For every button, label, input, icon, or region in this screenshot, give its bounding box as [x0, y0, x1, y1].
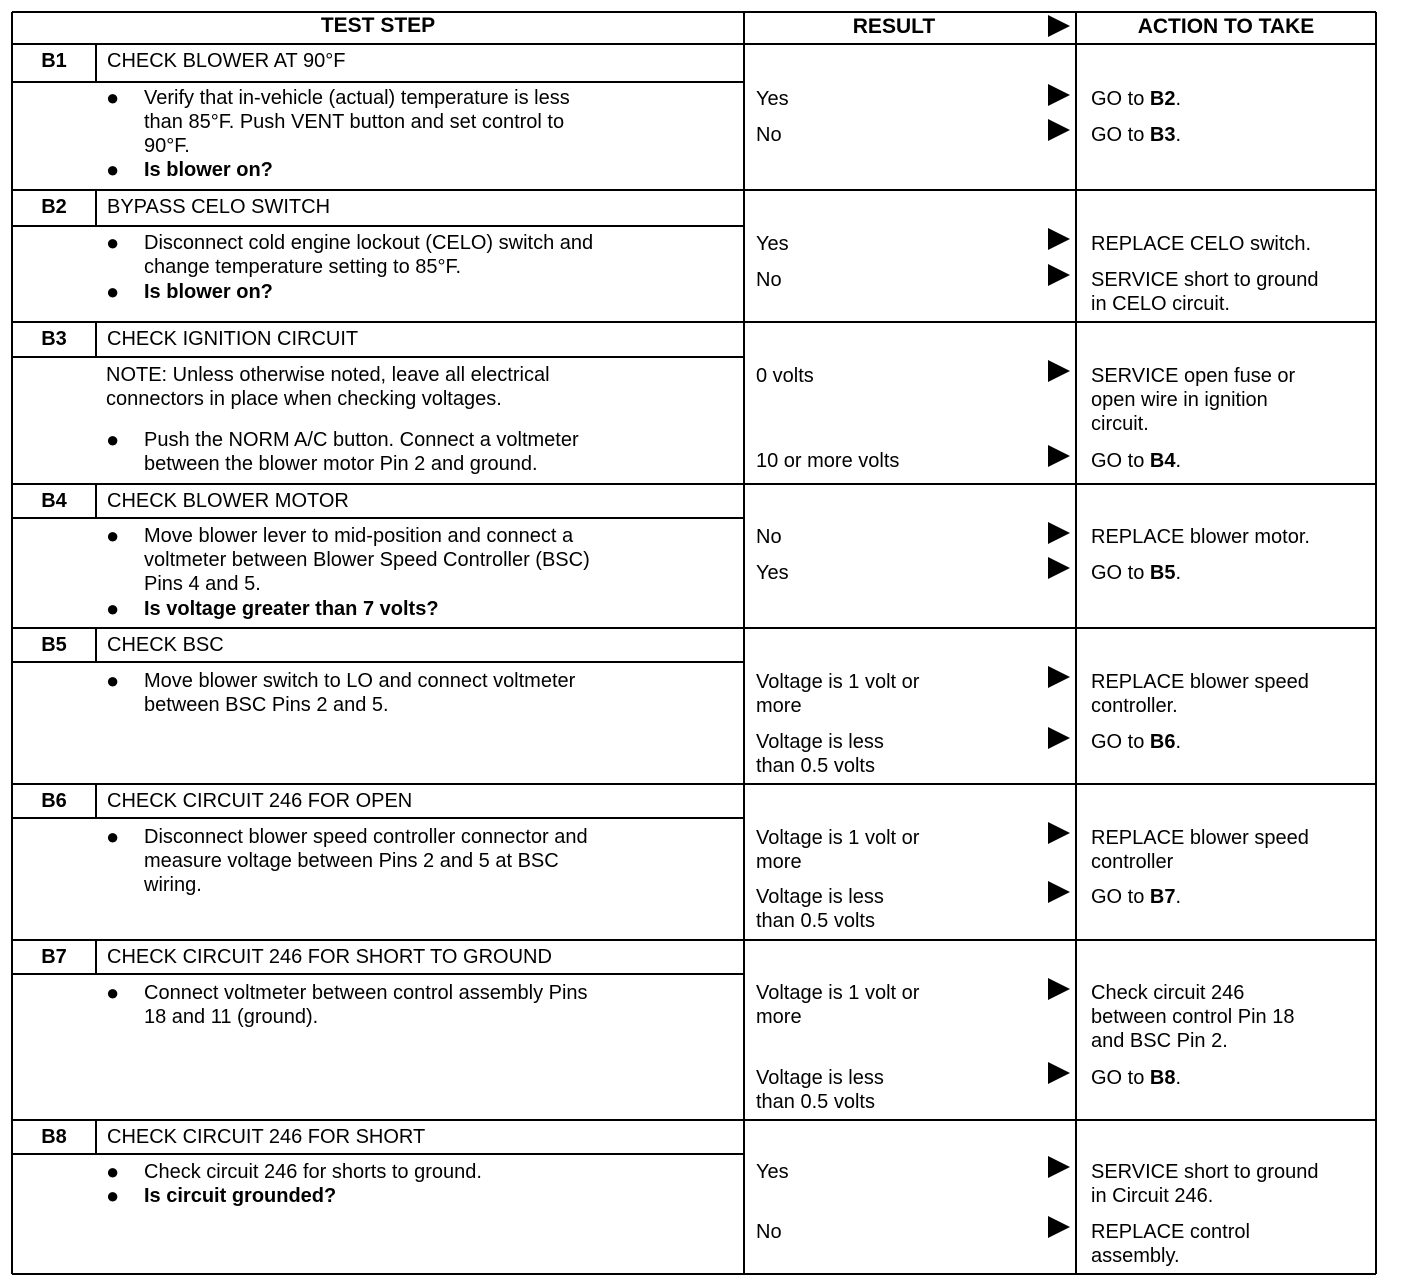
result-text: No	[756, 526, 782, 548]
bullet-icon: ●	[106, 85, 120, 110]
table-right-border	[1375, 12, 1377, 1274]
title-separator	[12, 817, 744, 819]
action-text: GO to B3.	[1091, 124, 1182, 146]
result-text: Yes	[756, 562, 789, 584]
action-text: REPLACE CELO switch.	[1091, 233, 1312, 255]
row-separator	[12, 1119, 1376, 1121]
arrow-right-icon	[1048, 119, 1070, 141]
step-reference: B3	[1149, 124, 1176, 146]
title-separator	[12, 225, 744, 227]
bullet-icon: ●	[106, 824, 120, 849]
step-id: B3	[41, 328, 67, 350]
result-text: than 0.5 volts	[756, 755, 875, 777]
action-text: GO to B2.	[1091, 88, 1182, 110]
step-title: BYPASS CELO SWITCH	[107, 196, 331, 218]
step-id: B5	[41, 634, 67, 656]
result-text: more	[756, 695, 802, 717]
action-text: controller	[1091, 851, 1174, 873]
step-id: B4	[41, 490, 67, 512]
result-text: Voltage is 1 volt or	[756, 671, 920, 693]
result-text: than 0.5 volts	[756, 1091, 875, 1113]
arrow-right-icon	[1048, 727, 1070, 749]
step-reference: B2	[1149, 88, 1176, 110]
result-text: Voltage is less	[756, 1067, 884, 1089]
arrow-right-icon	[1048, 557, 1070, 579]
step-id: B2	[41, 196, 67, 218]
action-text: GO to B5.	[1091, 562, 1182, 584]
header-bottom-border	[12, 43, 1376, 45]
result-text: Voltage is less	[756, 886, 884, 908]
action-text: SERVICE short to ground	[1091, 1161, 1319, 1183]
step-id: B1	[41, 50, 67, 72]
arrow-right-icon	[1048, 522, 1070, 544]
step-instruction: wiring.	[144, 874, 202, 896]
row-separator	[12, 627, 1376, 629]
step-instruction: Pins 4 and 5.	[144, 573, 261, 595]
result-text: more	[756, 1006, 802, 1028]
result-text: Voltage is 1 volt or	[756, 827, 920, 849]
bullet-icon: ●	[106, 980, 120, 1005]
step-instruction: Disconnect blower speed controller connector and	[144, 826, 588, 848]
step-title: CHECK CIRCUIT 246 FOR SHORT	[107, 1126, 426, 1148]
result-text: Voltage is 1 volt or	[756, 982, 920, 1004]
bullet-icon: ●	[106, 596, 120, 621]
bullet-icon: ●	[106, 523, 120, 548]
step-instruction: change temperature setting to 85°F.	[144, 256, 462, 278]
step-instruction: Disconnect cold engine lockout (CELO) switch and	[144, 232, 594, 254]
title-separator	[12, 1153, 744, 1155]
step-instruction: voltmeter between Blower Speed Controller (BSC)	[144, 549, 590, 571]
action-text: between control Pin 18	[1091, 1006, 1295, 1028]
bullet-icon: ●	[106, 279, 120, 304]
result-text: than 0.5 volts	[756, 910, 875, 932]
row-separator	[12, 321, 1376, 323]
action-text: controller.	[1091, 695, 1178, 717]
action-text: in CELO circuit.	[1091, 293, 1230, 315]
step-title: CHECK BLOWER AT 90°F	[107, 50, 346, 72]
step-instruction: Push the NORM A/C button. Connect a voltmeter	[144, 429, 579, 451]
result-text: Yes	[756, 1161, 789, 1183]
result-text: No	[756, 1221, 782, 1243]
arrow-right-icon	[1048, 84, 1070, 106]
action-text: circuit.	[1091, 413, 1149, 435]
bullet-icon: ●	[106, 1159, 120, 1184]
row-separator	[12, 783, 1376, 785]
step-instruction: than 85°F. Push VENT button and set control to	[144, 111, 565, 133]
step-instruction: Move blower switch to LO and connect voltmeter	[144, 670, 576, 692]
bullet-icon: ●	[106, 157, 120, 182]
step-title: CHECK CIRCUIT 246 FOR OPEN	[107, 790, 413, 812]
step-instruction: between the blower motor Pin 2 and ground.	[144, 453, 538, 475]
result-text: Yes	[756, 233, 789, 255]
arrow-right-icon	[1048, 822, 1070, 844]
bullet-icon: ●	[106, 668, 120, 693]
header-test-step: TEST STEP	[320, 14, 436, 37]
arrow-right-icon	[1048, 881, 1070, 903]
action-text: GO to B4.	[1091, 450, 1182, 472]
bullet-icon: ●	[106, 230, 120, 255]
step-title: CHECK BSC	[107, 634, 224, 656]
action-text: SERVICE open fuse or	[1091, 365, 1296, 387]
step-instruction: Is voltage greater than 7 volts?	[144, 598, 439, 620]
action-text: REPLACE blower speed	[1091, 671, 1309, 693]
result-text: Yes	[756, 88, 789, 110]
step-instruction: Is blower on?	[144, 281, 273, 303]
step-reference: B6	[1149, 731, 1176, 753]
step-title: CHECK BLOWER MOTOR	[107, 490, 349, 512]
step-instruction: Connect voltmeter between control assembly Pins	[144, 982, 588, 1004]
action-text: REPLACE blower motor.	[1091, 526, 1310, 548]
step-id: B7	[41, 946, 67, 968]
title-separator	[12, 973, 744, 975]
title-separator	[12, 517, 744, 519]
step-reference: B7	[1149, 886, 1176, 908]
arrow-right-icon	[1048, 264, 1070, 286]
title-separator	[12, 356, 744, 358]
arrow-right-icon	[1048, 666, 1070, 688]
action-text: REPLACE blower speed	[1091, 827, 1309, 849]
result-text: 0 volts	[756, 365, 814, 387]
step-instruction: Move blower lever to mid-position and connect a	[144, 525, 574, 547]
action-text: assembly.	[1091, 1245, 1180, 1267]
bullet-icon: ●	[106, 1183, 120, 1208]
note-text: connectors in place when checking voltages.	[106, 388, 502, 410]
note-text: NOTE: Unless otherwise noted, leave all electrical	[106, 364, 550, 386]
step-title: CHECK CIRCUIT 246 FOR SHORT TO GROUND	[107, 946, 552, 968]
action-text: Check circuit 246	[1091, 982, 1245, 1004]
table-top-border	[12, 11, 1376, 13]
arrow-right-icon	[1048, 1216, 1070, 1238]
row-separator	[12, 189, 1376, 191]
action-text: REPLACE control	[1091, 1221, 1250, 1243]
step-instruction: Is blower on?	[144, 159, 273, 181]
arrow-right-icon	[1048, 445, 1070, 467]
title-separator	[12, 81, 744, 83]
row-separator	[12, 483, 1376, 485]
result-text: No	[756, 269, 782, 291]
step-id: B8	[41, 1126, 67, 1148]
title-separator	[12, 661, 744, 663]
step-instruction: Is circuit grounded?	[144, 1185, 337, 1207]
arrow-right-icon	[1048, 978, 1070, 1000]
header-arrow-icon	[1048, 15, 1070, 37]
header-action-to-take: ACTION TO TAKE	[1137, 15, 1315, 38]
action-text: GO to B8.	[1091, 1067, 1182, 1089]
arrow-right-icon	[1048, 360, 1070, 382]
result-text: Voltage is less	[756, 731, 884, 753]
action-text: in Circuit 246.	[1091, 1185, 1214, 1207]
action-text: and BSC Pin 2.	[1091, 1030, 1228, 1052]
step-reference: B4	[1149, 450, 1176, 472]
action-text: open wire in ignition	[1091, 389, 1268, 411]
arrow-right-icon	[1048, 1062, 1070, 1084]
step-reference: B5	[1149, 562, 1176, 584]
step-instruction: 90°F.	[144, 135, 190, 157]
step-instruction: 18 and 11 (ground).	[144, 1006, 319, 1028]
action-text: SERVICE short to ground	[1091, 269, 1319, 291]
column-divider-result	[743, 12, 745, 1274]
step-instruction: measure voltage between Pins 2 and 5 at BSC	[144, 850, 559, 872]
result-text: 10 or more volts	[756, 450, 900, 472]
step-instruction: Verify that in-vehicle (actual) temperature is less	[144, 87, 570, 109]
header-result: RESULT	[852, 15, 936, 38]
step-id: B6	[41, 790, 67, 812]
step-instruction: between BSC Pins 2 and 5.	[144, 694, 389, 716]
action-text: GO to B6.	[1091, 731, 1182, 753]
arrow-right-icon	[1048, 1156, 1070, 1178]
action-text: GO to B7.	[1091, 886, 1182, 908]
arrow-right-icon	[1048, 228, 1070, 250]
result-text: more	[756, 851, 802, 873]
bullet-icon: ●	[106, 427, 120, 452]
step-instruction: Check circuit 246 for shorts to ground.	[144, 1161, 482, 1183]
step-title: CHECK IGNITION CIRCUIT	[107, 328, 359, 350]
result-text: No	[756, 124, 782, 146]
column-divider-action	[1075, 12, 1077, 1274]
row-separator	[12, 939, 1376, 941]
step-reference: B8	[1149, 1067, 1176, 1089]
table-bottom-border	[12, 1273, 1376, 1275]
